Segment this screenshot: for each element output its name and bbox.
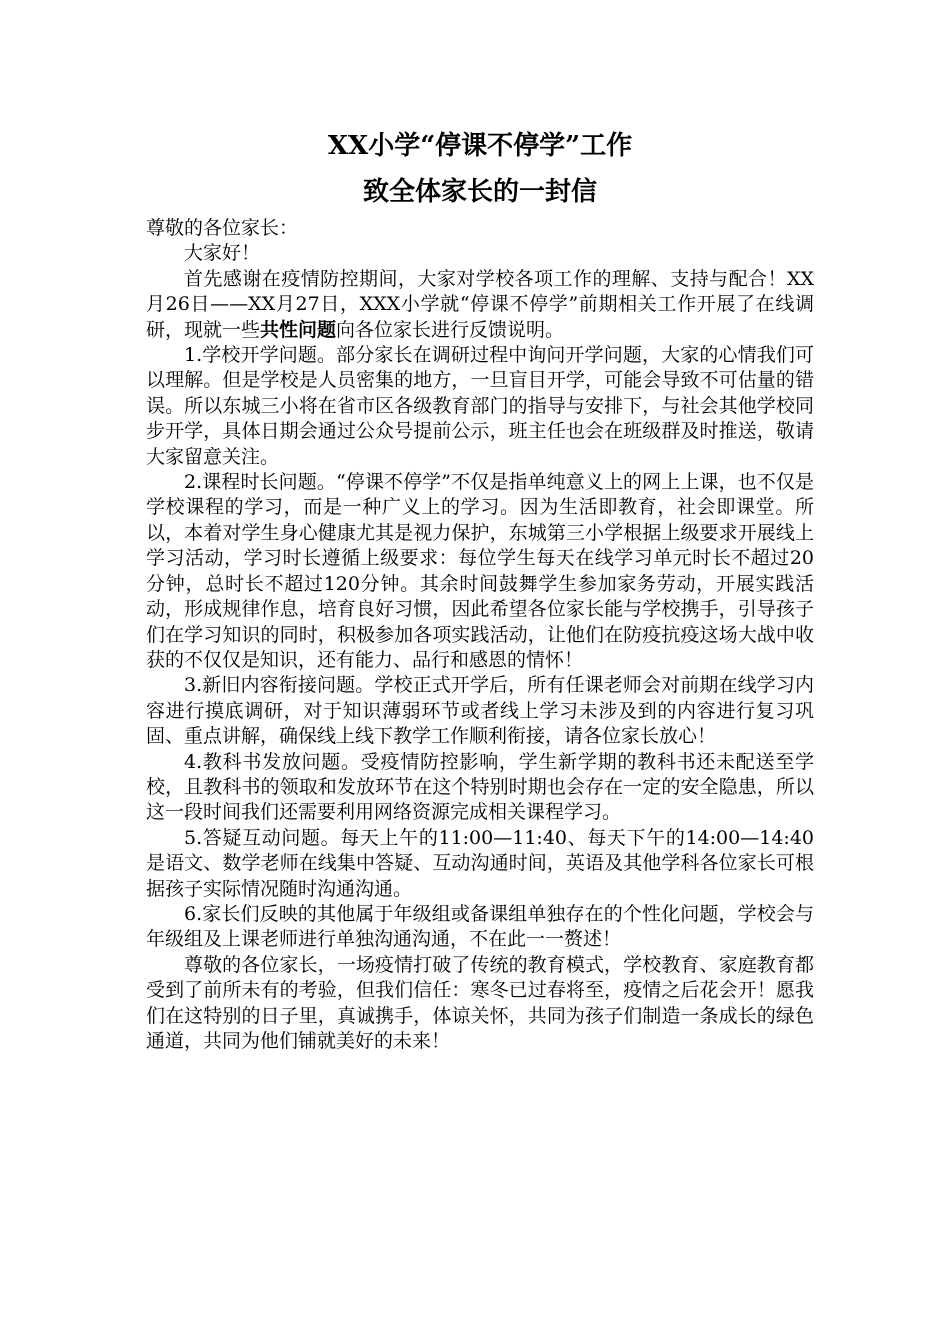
item-number: 5. <box>184 826 203 849</box>
intro-text: 首先感谢在疫情防控期间，大家对学校各项工作的理解、支持与配合！XX月26日——XX月27日，XXX小学就“停课不停学”前期相关工作开展了在线调研，现就一些 <box>146 267 814 341</box>
item-number: 4. <box>184 750 203 773</box>
greeting: 大家好！ <box>184 242 261 265</box>
item-text: 答疑互动问题。每天上午的11:00—11:40、每天下午的14:00—14:40是语文、数学老师在线集中答疑、互动沟通时间，英语及其他学科各位家长可根据孩子实际情况随时沟通沟通。 <box>146 826 814 900</box>
letter-page <box>146 128 814 1054</box>
item-text: 课程时长问题。“停课不停学”不仅是指单纯意义上的网上上课，也不仅是学校课程的学习，而是一种广义上的学习。因为生活即教育，社会即课堂。所以，本着对学生身心健康尤其是视力保护，东城第三小学根据上级要求开展线上学习活动，学习时长遵循上级要求：每位学生每天在线学习单元时长不超过20分钟，总时长不超过120分钟。其余时间鼓舞学生参加家务劳动，开展实践活动，形成规律作息，培育良好习惯，因此希望各位家长能与学校携手，引导孩子们在学习知识的同时，积极参加各项实践活动，让他们在防疫抗疫这场大战中收获的不仅仅是知识，还有能力、品行和感恩的情怀！ <box>146 471 814 671</box>
item-number: 6. <box>184 902 203 925</box>
item-number: 2. <box>184 471 203 494</box>
intro-bold-text: 共性问题 <box>260 318 337 341</box>
item-number: 3. <box>184 674 203 697</box>
item-text: 学校开学问题。部分家长在调研过程中询问开学问题，大家的心情我们可以理解。但是学校是人员密集的地方，一旦盲目开学，可能会导致不可估量的错误。所以东城三小将在省市区各级教育部门的指导与安排下，与社会其他学校同步开学，具体日期会通过公众号提前公示，班主任也会在班级群及时推送，敬请大家留意关注。 <box>146 344 814 468</box>
intro-paragraph <box>146 267 814 343</box>
intro-text-end: 向各位家长进行反馈说明。 <box>336 318 565 341</box>
item-text: 新旧内容衔接问题。学校正式开学后，所有任课老师会对前期在线学习内容进行摸底调研，对于知识薄弱环节或者线上学习未涉及到的内容进行复习巩固、重点讲解，确保线上线下教学工作顺利衔接，请各位家长放心！ <box>146 674 814 748</box>
item-paragraph-3 <box>146 673 814 749</box>
item-text: 家长们反映的其他属于年级组或备课组单独存在的个性化问题，学校会与年级组及上课老师进行单独沟通沟通，不在此一一赘述！ <box>146 902 814 951</box>
letter-title-line1: XX小学“停课不停学”工作 <box>327 131 633 161</box>
item-paragraph-2 <box>146 470 814 673</box>
salutation: 尊敬的各位家长： <box>146 217 299 239</box>
item-paragraph-6 <box>146 902 814 953</box>
item-paragraph-5 <box>146 826 814 902</box>
item-paragraph-1 <box>146 343 814 470</box>
item-number: 1. <box>184 344 203 367</box>
item-paragraph-4 <box>146 750 814 826</box>
letter-title-line2: 致全体家长的一封信 <box>362 177 597 207</box>
closing-paragraph: 尊敬的各位家长，一场疫情打破了传统的教育模式，学校教育、家庭教育都受到了前所未有的考验，但我们信任：寒冬已过春将至，疫情之后花会开！愿我们在这特别的日子里，真诚携手，体谅关怀，共同为孩子们制造一条成长的绿色通道，共同为他们铺就美好的未来！ <box>146 953 814 1052</box>
item-text: 教科书发放问题。受疫情防控影响，学生新学期的教科书还未配送至学校，且教科书的领取和发放环节在这个特别时期也会存在一定的安全隐患，所以这一段时间我们还需要利用网络资源完成相关课程学习。 <box>146 750 814 824</box>
